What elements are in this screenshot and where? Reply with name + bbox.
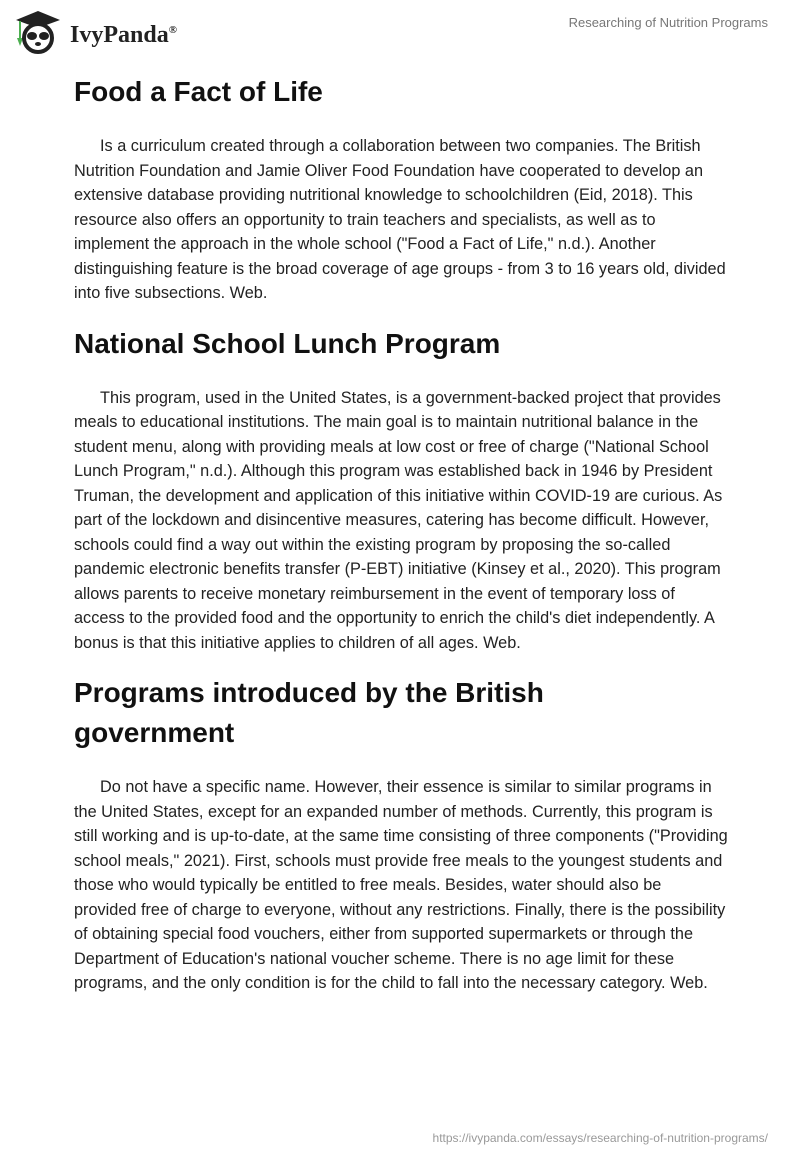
document-title: Researching of Nutrition Programs [568, 15, 768, 30]
panda-graduate-icon [12, 8, 64, 54]
source-url-link[interactable]: https://ivypanda.com/essays/researching-of-nutrition-programs/ [432, 1131, 768, 1145]
section-paragraph: This program, used in the United States, is a government-backed project that provides meals to educational institutions. The main goal is to maintain nutritional balance in the student menu, along with providing meals at low cost or free of charge ("National School Lunch Program," n.d.). Although this program was established back in 1946 by President Truman, the development and application of this initiative within COVID-19 are curious. As part of the lockdown and disincentive measures, catering has become difficult. However, schools could find a way out within the existing program by proposing the so-called pandemic electronic benefits transfer (P-EBT) initiative (Kinsey et al., 2020). This program allows parents to receive monetary reimbursement in the event of temporary loss of access to the provided food and the opportunity to enrich the child's diet independently. A bonus is that this initiative applies to children of all ages. Web. [74, 388, 723, 652]
section-heading: Programs introduced by the British government [74, 677, 544, 748]
section-paragraph: Is a curriculum created through a collaboration between two companies. The British Nutrition Foundation and Jamie Oliver Food Foundation have cooperated to develop an extensive database providing nutritional knowledge to schoolchildren (Eid, 2018). This resource also offers an opportunity to train teachers and specialists, as well as to implement the approach in the whole school ("Food a Fact of Life," n.d.). Another distinguishing feature is the broad coverage of age groups - from 3 to 16 years old, divided into five subsections. Web. [74, 137, 726, 302]
logo-text: IvyPanda [70, 21, 169, 48]
registered-mark: ® [168, 23, 177, 36]
section-heading: National School Lunch Program [74, 327, 501, 359]
page-header [0, 0, 800, 60]
section-paragraph: Do not have a specific name. However, their essence is similar to similar programs in the United States, except for an expanded number of methods. Currently, this program is still working and is up-to-date, at the same time consisting of three components ("Providing school meals," 2021). First, schools must provide free meals to the youngest students and those who would typically be entitled to free meals. Besides, water should also be provided free of charge to everyone, without any restrictions. Finally, there is the possibility of obtaining special food vouchers, either from supported supermarkets or through the Department of Education's national voucher scheme. There is no age limit for these programs, and the only condition is for the child to fall into the necessary category. Web. [74, 778, 728, 992]
essay-content [74, 72, 728, 1014]
section-heading: Food a Fact of Life [74, 76, 323, 107]
ivypanda-logo[interactable] [12, 8, 177, 54]
